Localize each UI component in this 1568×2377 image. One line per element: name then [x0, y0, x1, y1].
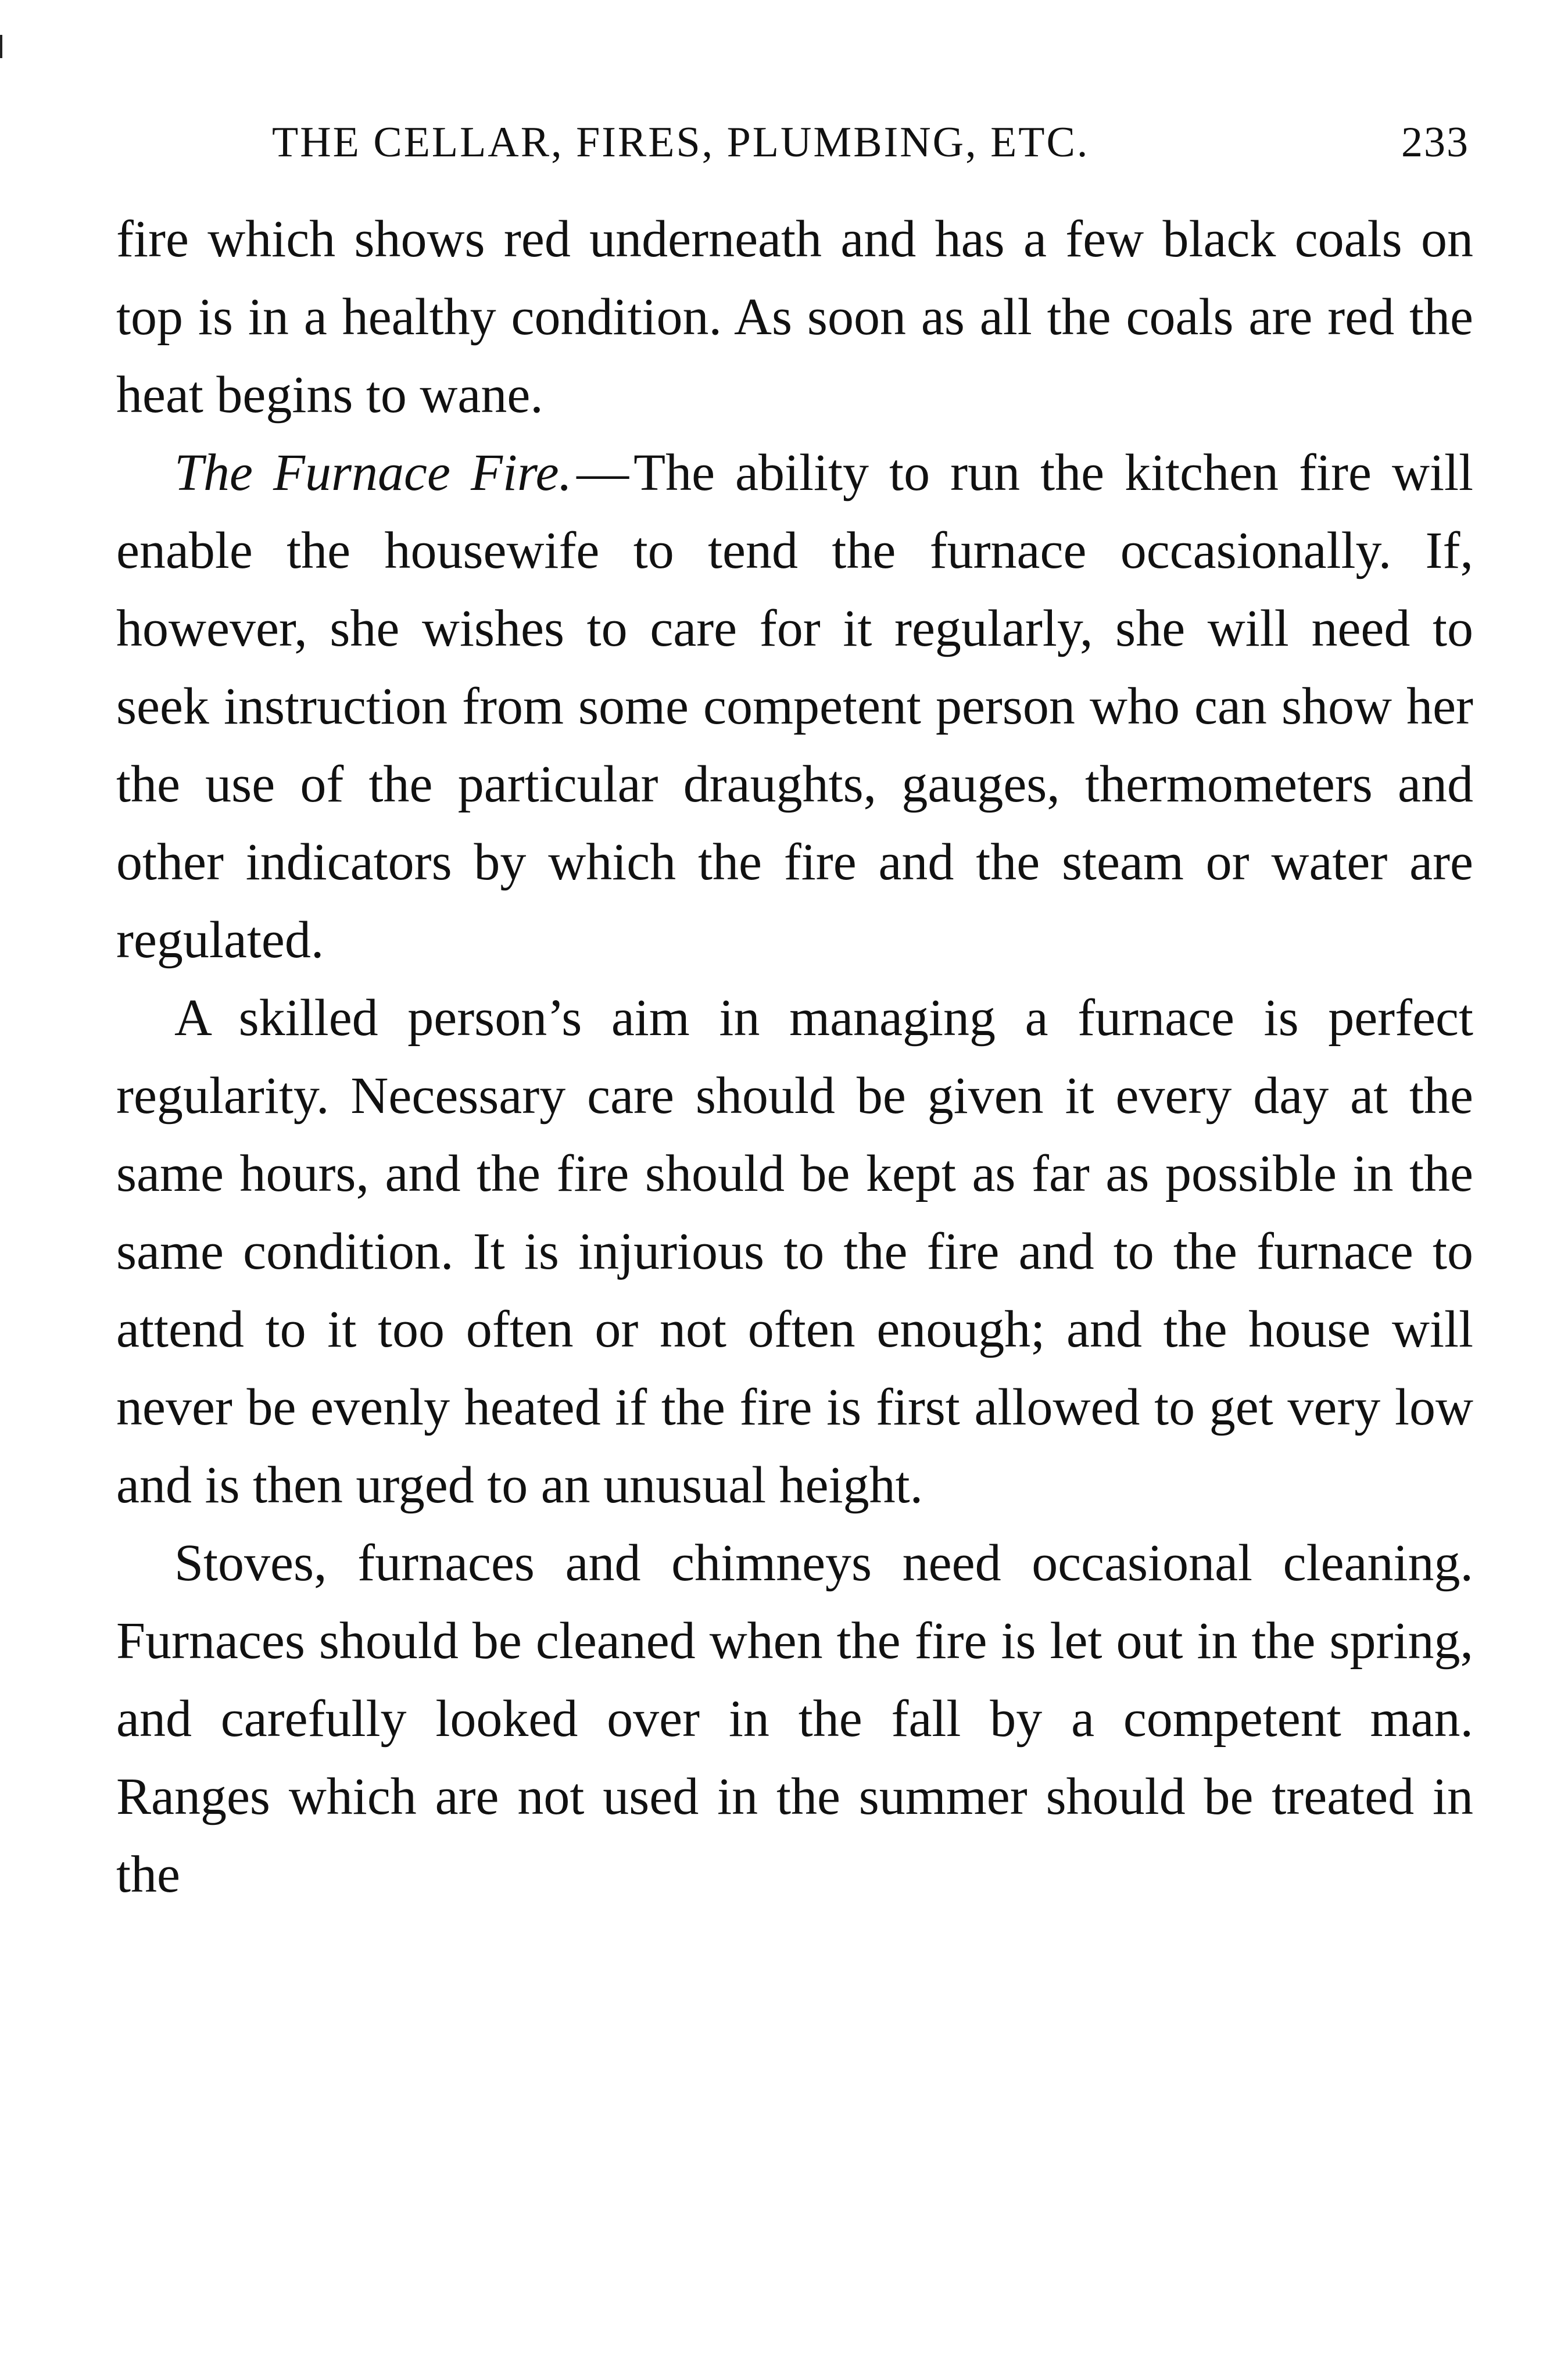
margin-mark [0, 35, 2, 58]
page-header [272, 110, 1469, 174]
page-number: 233 [1401, 119, 1469, 166]
section-runin-heading: The Furnace Fire. [174, 444, 572, 502]
running-head: THE CELLAR, FIRES, PLUMBING, ETC. [272, 119, 1090, 166]
paragraph-text: The ability to run the kitchen fire will enable the housewife to tend the furnace occasionally. If, however, she wishes to care for it regularly, she will need to seek instruction from some competent person who can show her the use of the particular draughts, gauges, thermometers and other indicators by which the fire and the steam or water are regulated. [116, 444, 1473, 969]
paragraph-cleaning: Stoves, furnaces and chimneys need occasional cleaning. Furnaces should be cleaned when the fire is let out in the spring, and carefully looked over in the fall by a competent man. Ranges which are not used in the summer should be treated in the [116, 1534, 1473, 1903]
body-text [116, 201, 1473, 1914]
paragraph-furnace-fire [116, 434, 1473, 979]
paragraph-continuation: fire which shows red underneath and has a few black coals on top is in a healthy condition. As soon as all the coals are red the heat begins to wane. [116, 210, 1473, 424]
em-dash: — [577, 444, 629, 502]
paragraph-regularity: A skilled person’s aim in managing a furnace is perfect regularity. Necessary care should be given it every day at the same hours, and the fire should be kept as far as possible in the same condition. It is injurious to the fire and to the furnace to attend to it too often or not often enough; and the house will never be evenly heated if the fire is first allowed to get very low and is then urged to an unusual height. [116, 989, 1473, 1514]
